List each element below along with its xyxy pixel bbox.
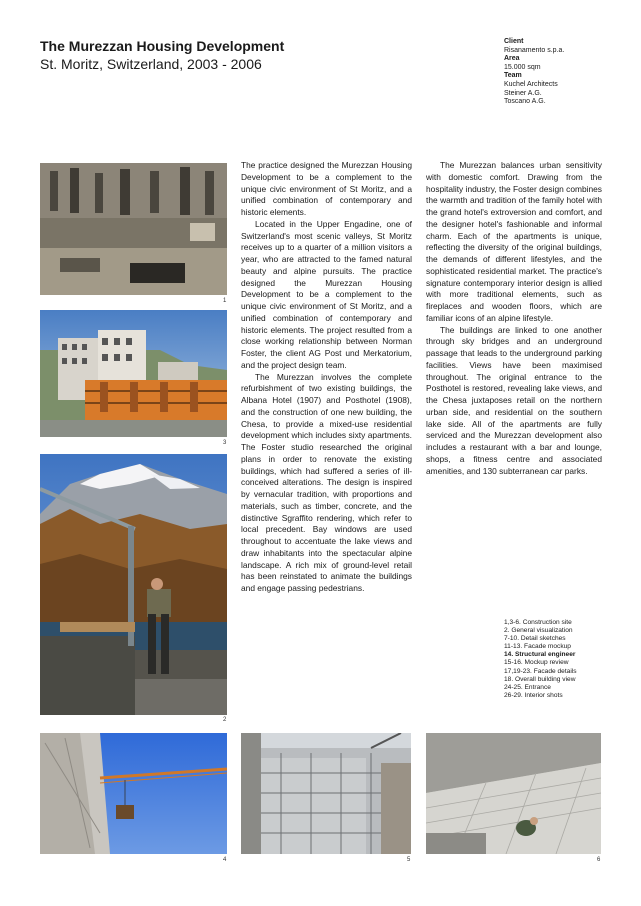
paragraph: Located in the Upper Engadine, one of Switzerland's most scenic valleys, St Moritz receives up to a quarter of a million visitors a year, who are attracted to the famed natural beauty and alpine pursuits. The practice designed the Murezzan Housing Development to be a complement to the unique civic environment of St Moritz, and a unified combination of contemporary and historic elements. The project resulted from a close working relationship between Norman Foster, the client AG Post und Merkatorium, and the project design team. xyxy=(241,218,412,370)
team-member: Steiner A.G. xyxy=(504,89,542,97)
photo-number: 6 xyxy=(597,857,601,863)
client-label: Client xyxy=(504,38,524,45)
photo-number: 4 xyxy=(223,857,227,863)
caption-item: 15-16. Mockup review xyxy=(504,659,569,667)
paragraph: The buildings are linked to one another through sky bridges and an underground passage that leads to the underground parking facilities. Views have been maximised throughout. The original entrance to the Posthotel is restored, revealing lake views, and the Chesa juxtaposes retail on the northern urban side, and residential on the southern lake side. All of the apartments are fully serviced and the Murezzan development also includes a restaurant with a bar and lounge, shops, a fitness centre and associated amenities, and 130 subterranean car parks. xyxy=(426,324,602,476)
paragraph: The Murezzan balances urban sensitivity with domestic comfort. Drawing from the hospitality industry, the Foster design combines the warmth and tradition of the family hotel with the grand hotel's extroversion and comfort, and the designer hotel's fashionable and informal charm. Each of the apartments is unique, reflecting the diversity of the original buildings, the demands of different lifestyles, and the sophisticated residential market. The practice's signature contemporary interior design is allied with more traditional elements, such as fireplaces and wooden floors, which are familiar icons of an alpine lifestyle. xyxy=(426,160,602,323)
paragraph: The practice designed the Murezzan Housing Development to be a complement to the unique civic environment of St Moritz, and a unified combination of contemporary and historic elements. xyxy=(241,160,412,217)
photo-captions xyxy=(504,619,634,700)
photo-mountain-view xyxy=(40,454,227,715)
caption-item: 1,3-6. Construction site xyxy=(504,619,572,626)
photo-number: 3 xyxy=(223,440,227,446)
caption-item: 17,19-23. Facade details xyxy=(504,667,577,675)
area-label: Area xyxy=(504,55,520,63)
page-title: The Murezzan Housing Development xyxy=(40,38,285,54)
caption-item: 26-29. Interior shots xyxy=(504,691,563,699)
client-value: Risanamento s.p.a. xyxy=(504,46,565,54)
photo-number: 1 xyxy=(223,298,227,304)
photo-construction-pit xyxy=(40,163,227,295)
caption-item: 24-25. Entrance xyxy=(504,683,551,691)
body-column-2 xyxy=(426,160,602,477)
photo-scaffolding xyxy=(241,733,411,854)
photo-number: 5 xyxy=(407,857,411,863)
team-label: Team xyxy=(504,72,522,80)
team-member: Toscano A.G. xyxy=(504,98,546,106)
photo-crane xyxy=(40,733,227,854)
caption-item: 14. Structural engineer xyxy=(504,651,576,659)
photo-roof-work xyxy=(426,733,601,854)
caption-item: 2. General visualization xyxy=(504,627,573,635)
team-member: Kuchel Architects xyxy=(504,80,558,88)
project-meta xyxy=(504,38,634,107)
caption-item: 18. Overall building view xyxy=(504,675,576,683)
area-value: 15.000 sqm xyxy=(504,63,541,71)
page-subtitle: St. Moritz, Switzerland, 2003 - 2006 xyxy=(40,56,262,72)
paragraph: The Murezzan involves the complete refurbishment of two existing buildings, the Albana Hotel (1907) and Posthotel (1908), and the construction of one new building, the Chesa, to provide a mixed-use residential development which includes sixty apartments. The Foster studio researched the original plans in order to renovate the existing buildings, which had suffered a series of ill-conceived alterations. The design is inspired by vernacular tradition, with proportions and materials, such as timber, concrete, and the distinctive Sgraffito rendering, which refer to local precedent. Bay windows are used throughout to accentuate the lake views and draw inhabitants into the spectacular alpine landscape. A rich mix of ground-level retail has been reinstated to animate the buildings and engage passing pedestrians. xyxy=(241,371,412,593)
caption-item: 7-10. Detail sketches xyxy=(504,635,566,643)
body-column-1 xyxy=(241,160,412,595)
photo-visualization xyxy=(40,310,227,437)
photo-number: 2 xyxy=(223,717,227,723)
caption-item: 11-13. Facade mockup xyxy=(504,643,571,651)
